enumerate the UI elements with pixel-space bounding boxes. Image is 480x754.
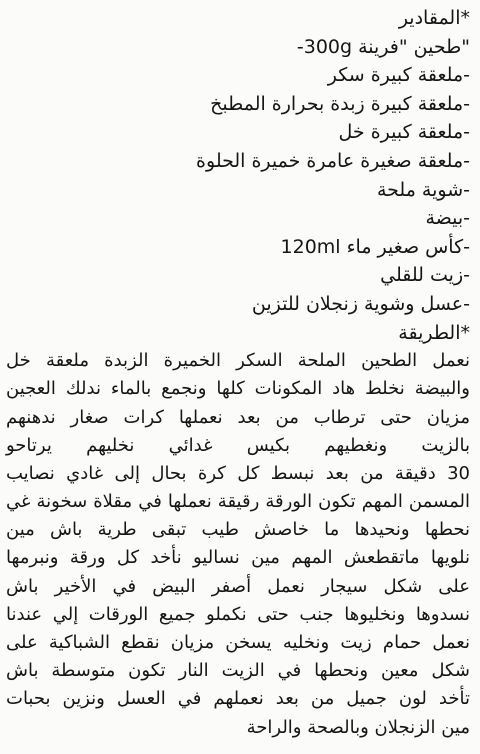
- ingredients-list: [6, 33, 470, 319]
- method-line: 30 دقيقة من بعد نبسط كل كرة بحال إلى غادي نصايب: [6, 462, 470, 484]
- method-line: نعمل الطحين الملحة السكر الخميرة الزبدة ملعقة خل: [6, 350, 470, 372]
- ingredient-item: -كأس صغير ماء 120ml: [280, 235, 470, 258]
- method-line: نسدوها ونخليوها جنب حتى نكملو جميع الورقات إلي عندنا: [6, 603, 470, 625]
- method-heading: *الطريقة: [398, 321, 470, 344]
- ingredient-item: -ملعقة كبيرة سكر: [327, 64, 470, 87]
- method-line: نلويها ماتقطعش المهم مين نساليو نأخد كل ورقة ونبرمها: [6, 547, 470, 569]
- ingredient-item: "طحين "فرينة 300g-: [296, 35, 470, 58]
- ingredient-item: -ملعقة صغيرة عامرة خميرة الحلوة: [196, 149, 470, 172]
- method-paragraph: [6, 347, 470, 742]
- method-line: والبيضة نخلط هاد المكونات كلها ونجمع بالماء ندلك العجين: [6, 378, 470, 400]
- ingredient-item: -ملعقة كبيرة زبدة بحرارة المطبخ: [210, 92, 470, 115]
- method-line: مزيان حتى ترطاب من بعد نعملها كرات صغار ندهنهم: [6, 406, 470, 428]
- method-line: نحطها ونحيدها ما خاصش طيب تبقى طرية باش مين: [6, 519, 470, 541]
- method-line: على شكل سيجار نعمل أصفر البيض في الأخير باش: [6, 575, 470, 597]
- ingredient-item: -عسل وشوية زنجلان للتزين: [251, 292, 470, 315]
- method-line: المسمن المهم تكون الورقة رقيقة نعملها في مقلاة سخونة غي: [6, 491, 470, 513]
- method-line: تأخد لون جميل من بعد نعملهم في العسل ونزين بحبات: [6, 688, 470, 710]
- ingredient-item: -بيضة: [425, 207, 470, 230]
- ingredient-item: -ملعقة كبيرة خل: [338, 121, 470, 144]
- method-line: بالزيت ونغطيهم بكيس غدائي نخليهم يرتاحو: [6, 434, 470, 456]
- method-line: نعمل حمام زيت ونخليه يسخن مزيان نقطع الشباكية على: [6, 632, 470, 653]
- method-line: شكل معين ونحطها في الزيت النار تكون متوسطة باش: [6, 660, 470, 682]
- ingredient-item: -شوية ملحة: [376, 178, 470, 201]
- ingredients-heading: *المقادير: [398, 7, 470, 29]
- method-line: مين الزنجلان وبالصحة والراحة: [246, 716, 470, 738]
- ingredient-item: -زيت للقلي: [380, 264, 470, 287]
